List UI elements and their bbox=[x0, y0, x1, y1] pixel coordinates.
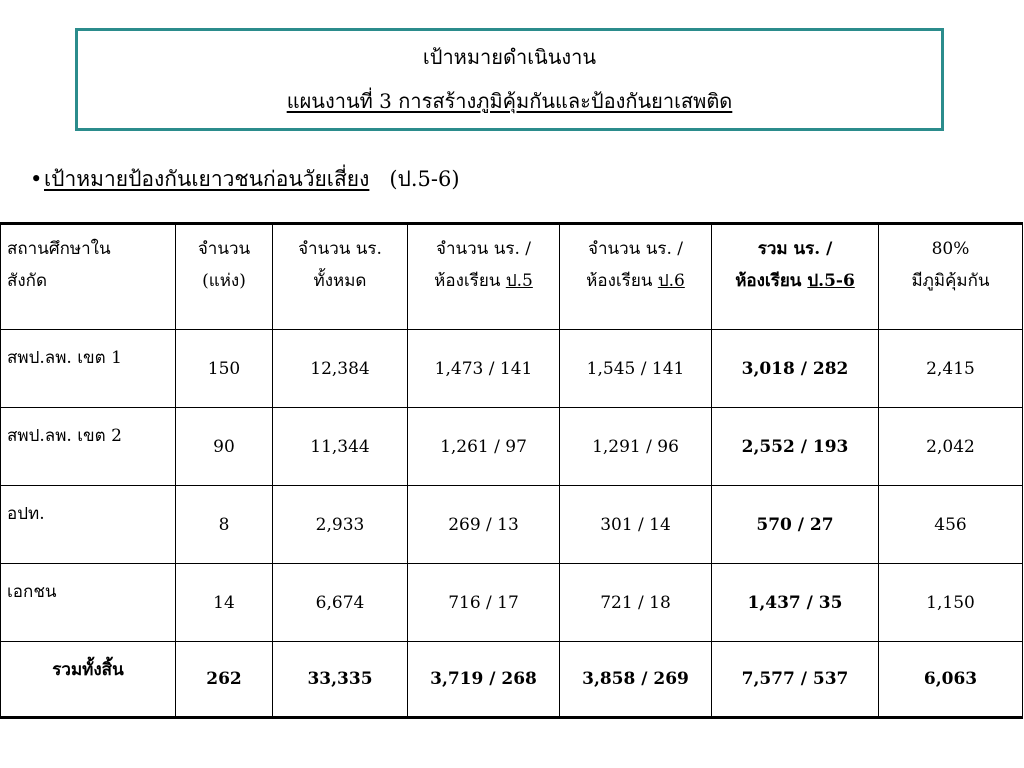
total-immune: 6,063 bbox=[879, 642, 1023, 718]
total-sum: 7,577 / 537 bbox=[712, 642, 879, 718]
header-students-total-line2: ทั้งหมด bbox=[313, 271, 367, 291]
header-immune bbox=[879, 224, 1023, 330]
cell-p6: 1,291 / 96 bbox=[560, 408, 712, 486]
table-row bbox=[1, 330, 1023, 408]
bullet-icon: • bbox=[30, 167, 43, 191]
cell-p6: 721 / 18 bbox=[560, 564, 712, 642]
cell-immune: 1,150 bbox=[879, 564, 1023, 642]
header-p5 bbox=[408, 224, 560, 330]
header-p5-line2: ห้องเรียน bbox=[434, 271, 506, 291]
subtitle-text: เป้าหมายป้องกันเยาวชนก่อนวัยเสี่ยง bbox=[44, 167, 370, 191]
header-count-line1: จำนวน bbox=[197, 239, 251, 259]
header-p5-grade: ป.5 bbox=[505, 271, 533, 291]
header-school-line2: สังกัด bbox=[7, 271, 48, 291]
cell-sum: 3,018 / 282 bbox=[712, 330, 879, 408]
total-label: รวมทั้งสิ้น bbox=[1, 642, 176, 718]
cell-name: อปท. bbox=[1, 486, 176, 564]
table-header-row bbox=[1, 224, 1023, 330]
header-immune-line2: มีภูมิคุ้มกัน bbox=[911, 271, 990, 291]
table-row bbox=[1, 486, 1023, 564]
cell-p5: 716 / 17 bbox=[408, 564, 560, 642]
cell-total: 2,933 bbox=[273, 486, 408, 564]
table-total-row bbox=[1, 642, 1023, 718]
cell-p5: 1,473 / 141 bbox=[408, 330, 560, 408]
header-count-line2: (แห่ง) bbox=[202, 271, 246, 291]
cell-immune: 456 bbox=[879, 486, 1023, 564]
cell-name: เอกชน bbox=[1, 564, 176, 642]
header-p5-line1: จำนวน นร. / bbox=[436, 239, 531, 259]
cell-sum: 570 / 27 bbox=[712, 486, 879, 564]
header-students-total bbox=[273, 224, 408, 330]
header-p6-line2: ห้องเรียน bbox=[586, 271, 658, 291]
total-students: 33,335 bbox=[273, 642, 408, 718]
header-school bbox=[1, 224, 176, 330]
table-row bbox=[1, 408, 1023, 486]
subtitle-suffix: (ป.5-6) bbox=[389, 167, 460, 191]
cell-total: 12,384 bbox=[273, 330, 408, 408]
title-box bbox=[75, 28, 944, 131]
cell-immune: 2,415 bbox=[879, 330, 1023, 408]
cell-count: 8 bbox=[176, 486, 273, 564]
cell-sum: 1,437 / 35 bbox=[712, 564, 879, 642]
header-students-total-line1: จำนวน นร. bbox=[298, 239, 382, 259]
title-plan: แผนงานที่ 3 การสร้างภูมิคุ้มกันและป้องกันยาเสพติด bbox=[286, 89, 733, 113]
cell-total: 11,344 bbox=[273, 408, 408, 486]
header-sum bbox=[712, 224, 879, 330]
cell-total: 6,674 bbox=[273, 564, 408, 642]
target-table bbox=[0, 222, 1023, 719]
total-count: 262 bbox=[176, 642, 273, 718]
cell-p6: 301 / 14 bbox=[560, 486, 712, 564]
header-p6-grade: ป.6 bbox=[657, 271, 685, 291]
cell-name: สพป.ลพ. เขต 1 bbox=[1, 330, 176, 408]
subtitle-line bbox=[30, 164, 460, 194]
cell-sum: 2,552 / 193 bbox=[712, 408, 879, 486]
header-immune-line1: 80% bbox=[931, 239, 970, 259]
cell-count: 90 bbox=[176, 408, 273, 486]
cell-p5: 269 / 13 bbox=[408, 486, 560, 564]
cell-count: 14 bbox=[176, 564, 273, 642]
header-p6 bbox=[560, 224, 712, 330]
cell-p5: 1,261 / 97 bbox=[408, 408, 560, 486]
table-row bbox=[1, 564, 1023, 642]
header-sum-line2: ห้องเรียน bbox=[735, 271, 808, 291]
header-sum-line1: รวม นร. / bbox=[757, 239, 833, 259]
header-sum-grade: ป.5-6 bbox=[807, 271, 855, 291]
cell-name: สพป.ลพ. เขต 2 bbox=[1, 408, 176, 486]
cell-immune: 2,042 bbox=[879, 408, 1023, 486]
cell-count: 150 bbox=[176, 330, 273, 408]
header-school-line1: สถานศึกษาใน bbox=[7, 239, 111, 259]
total-p6: 3,858 / 269 bbox=[560, 642, 712, 718]
cell-p6: 1,545 / 141 bbox=[560, 330, 712, 408]
header-count bbox=[176, 224, 273, 330]
total-p5: 3,719 / 268 bbox=[408, 642, 560, 718]
header-p6-line1: จำนวน นร. / bbox=[588, 239, 683, 259]
title-goal: เป้าหมายดำเนินงาน bbox=[422, 45, 597, 69]
